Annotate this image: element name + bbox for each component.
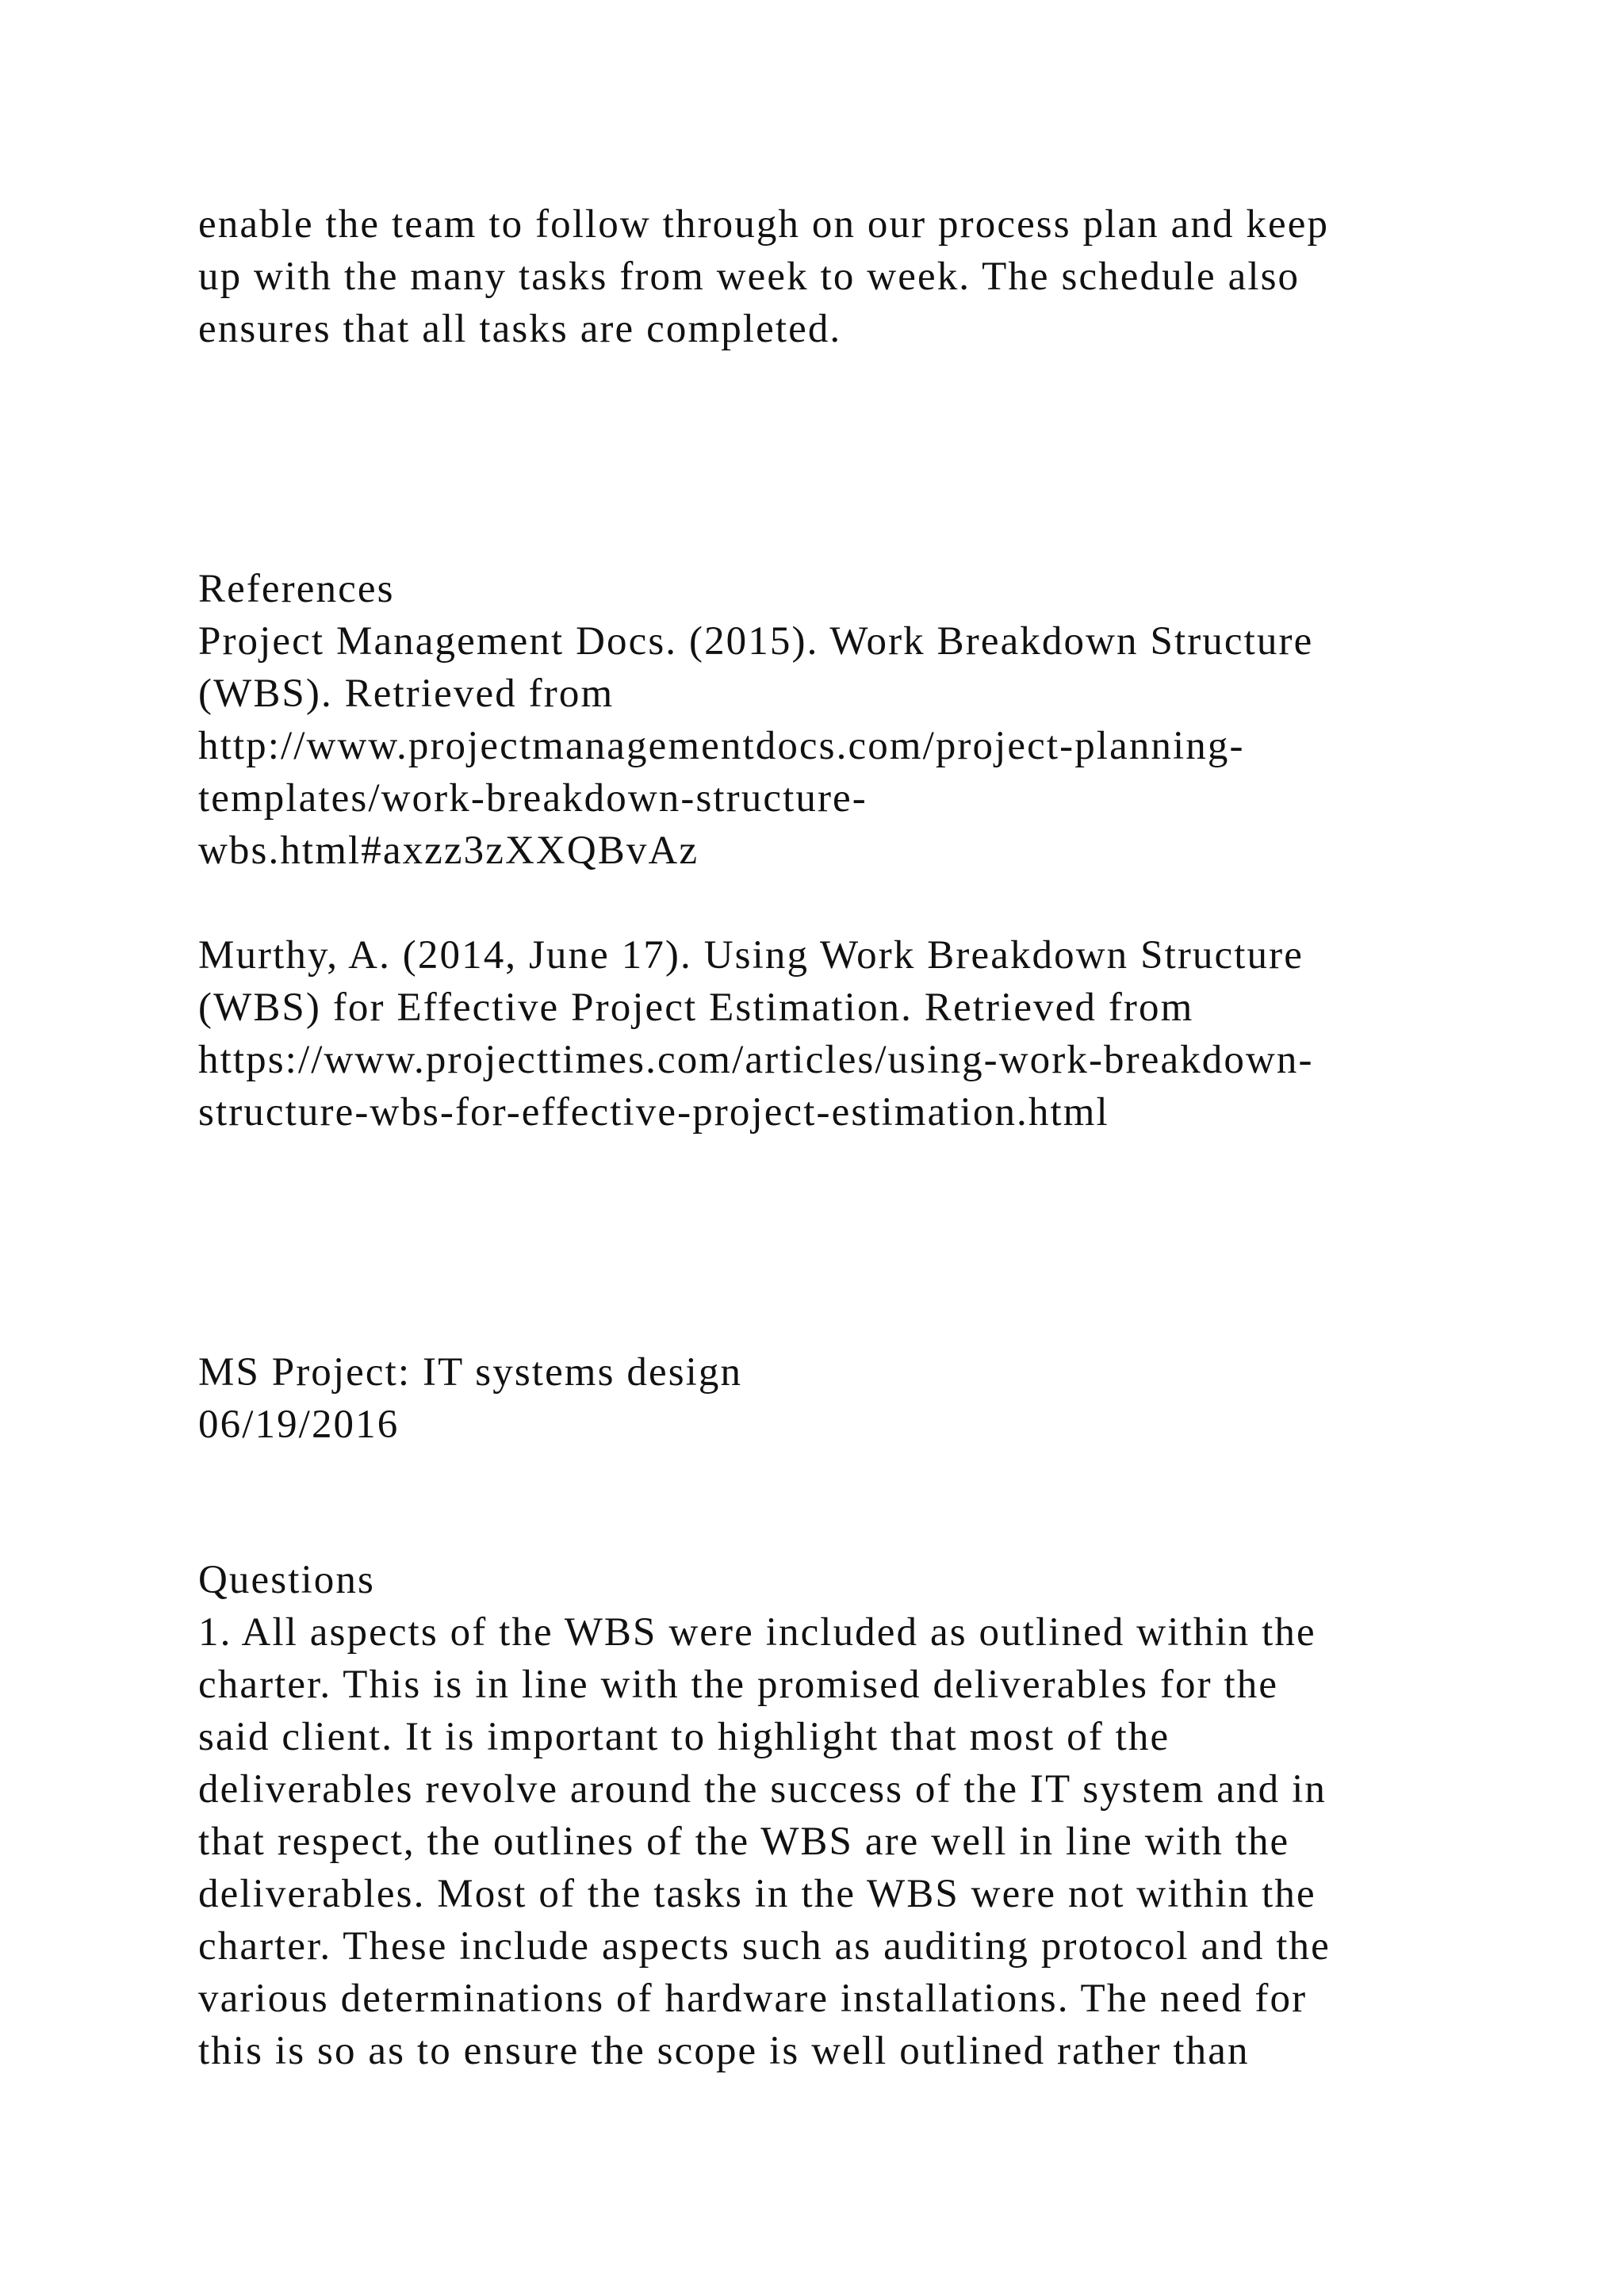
- intro-line-2: up with the many tasks from week to week. The schedule also: [198, 254, 1300, 299]
- questions-line-6: deliverables. Most of the tasks in the WBS were not within the: [198, 1872, 1316, 1916]
- questions-heading: Questions: [198, 1558, 375, 1602]
- reference-1-line-3: http://www.projectmanagementdocs.com/project-planning-: [198, 724, 1245, 768]
- questions-line-8: various determinations of hardware installations. The need for: [198, 1976, 1308, 2021]
- reference-1-line-1: Project Management Docs. (2015). Work Breakdown Structure: [198, 619, 1314, 664]
- reference-2-line-1: Murthy, A. (2014, June 17). Using Work Breakdown Structure: [198, 933, 1304, 978]
- references-heading: References: [198, 567, 395, 611]
- reference-1-line-5: wbs.html#axzz3zXXQBvAz: [198, 828, 699, 873]
- questions-line-5: that respect, the outlines of the WBS are well in line with the: [198, 1820, 1290, 1864]
- ms-project-title: MS Project: IT systems design: [198, 1350, 743, 1395]
- reference-2-line-3: https://www.projecttimes.com/articles/using-work-breakdown-: [198, 1038, 1314, 1082]
- intro-line-3: ensures that all tasks are completed.: [198, 307, 842, 351]
- reference-2-line-4: structure-wbs-for-effective-project-estimation.html: [198, 1090, 1109, 1135]
- ms-project-date: 06/19/2016: [198, 1402, 400, 1447]
- questions-line-9: this is so as to ensure the scope is well outlined rather than: [198, 2029, 1250, 2073]
- questions-line-2: charter. This is in line with the promised deliverables for the: [198, 1663, 1279, 1707]
- intro-line-1: enable the team to follow through on our process plan and keep: [198, 202, 1330, 247]
- questions-line-3: said client. It is important to highlight that most of the: [198, 1715, 1170, 1759]
- questions-line-1: 1. All aspects of the WBS were included as outlined within the: [198, 1610, 1316, 1655]
- questions-line-4: deliverables revolve around the success of the IT system and in: [198, 1767, 1327, 1812]
- reference-2-line-2: (WBS) for Effective Project Estimation. Retrieved from: [198, 985, 1194, 1030]
- reference-1-line-2: (WBS). Retrieved from: [198, 672, 615, 716]
- reference-1-line-4: templates/work-breakdown-structure-: [198, 776, 868, 821]
- questions-line-7: charter. These include aspects such as auditing protocol and the: [198, 1924, 1331, 1969]
